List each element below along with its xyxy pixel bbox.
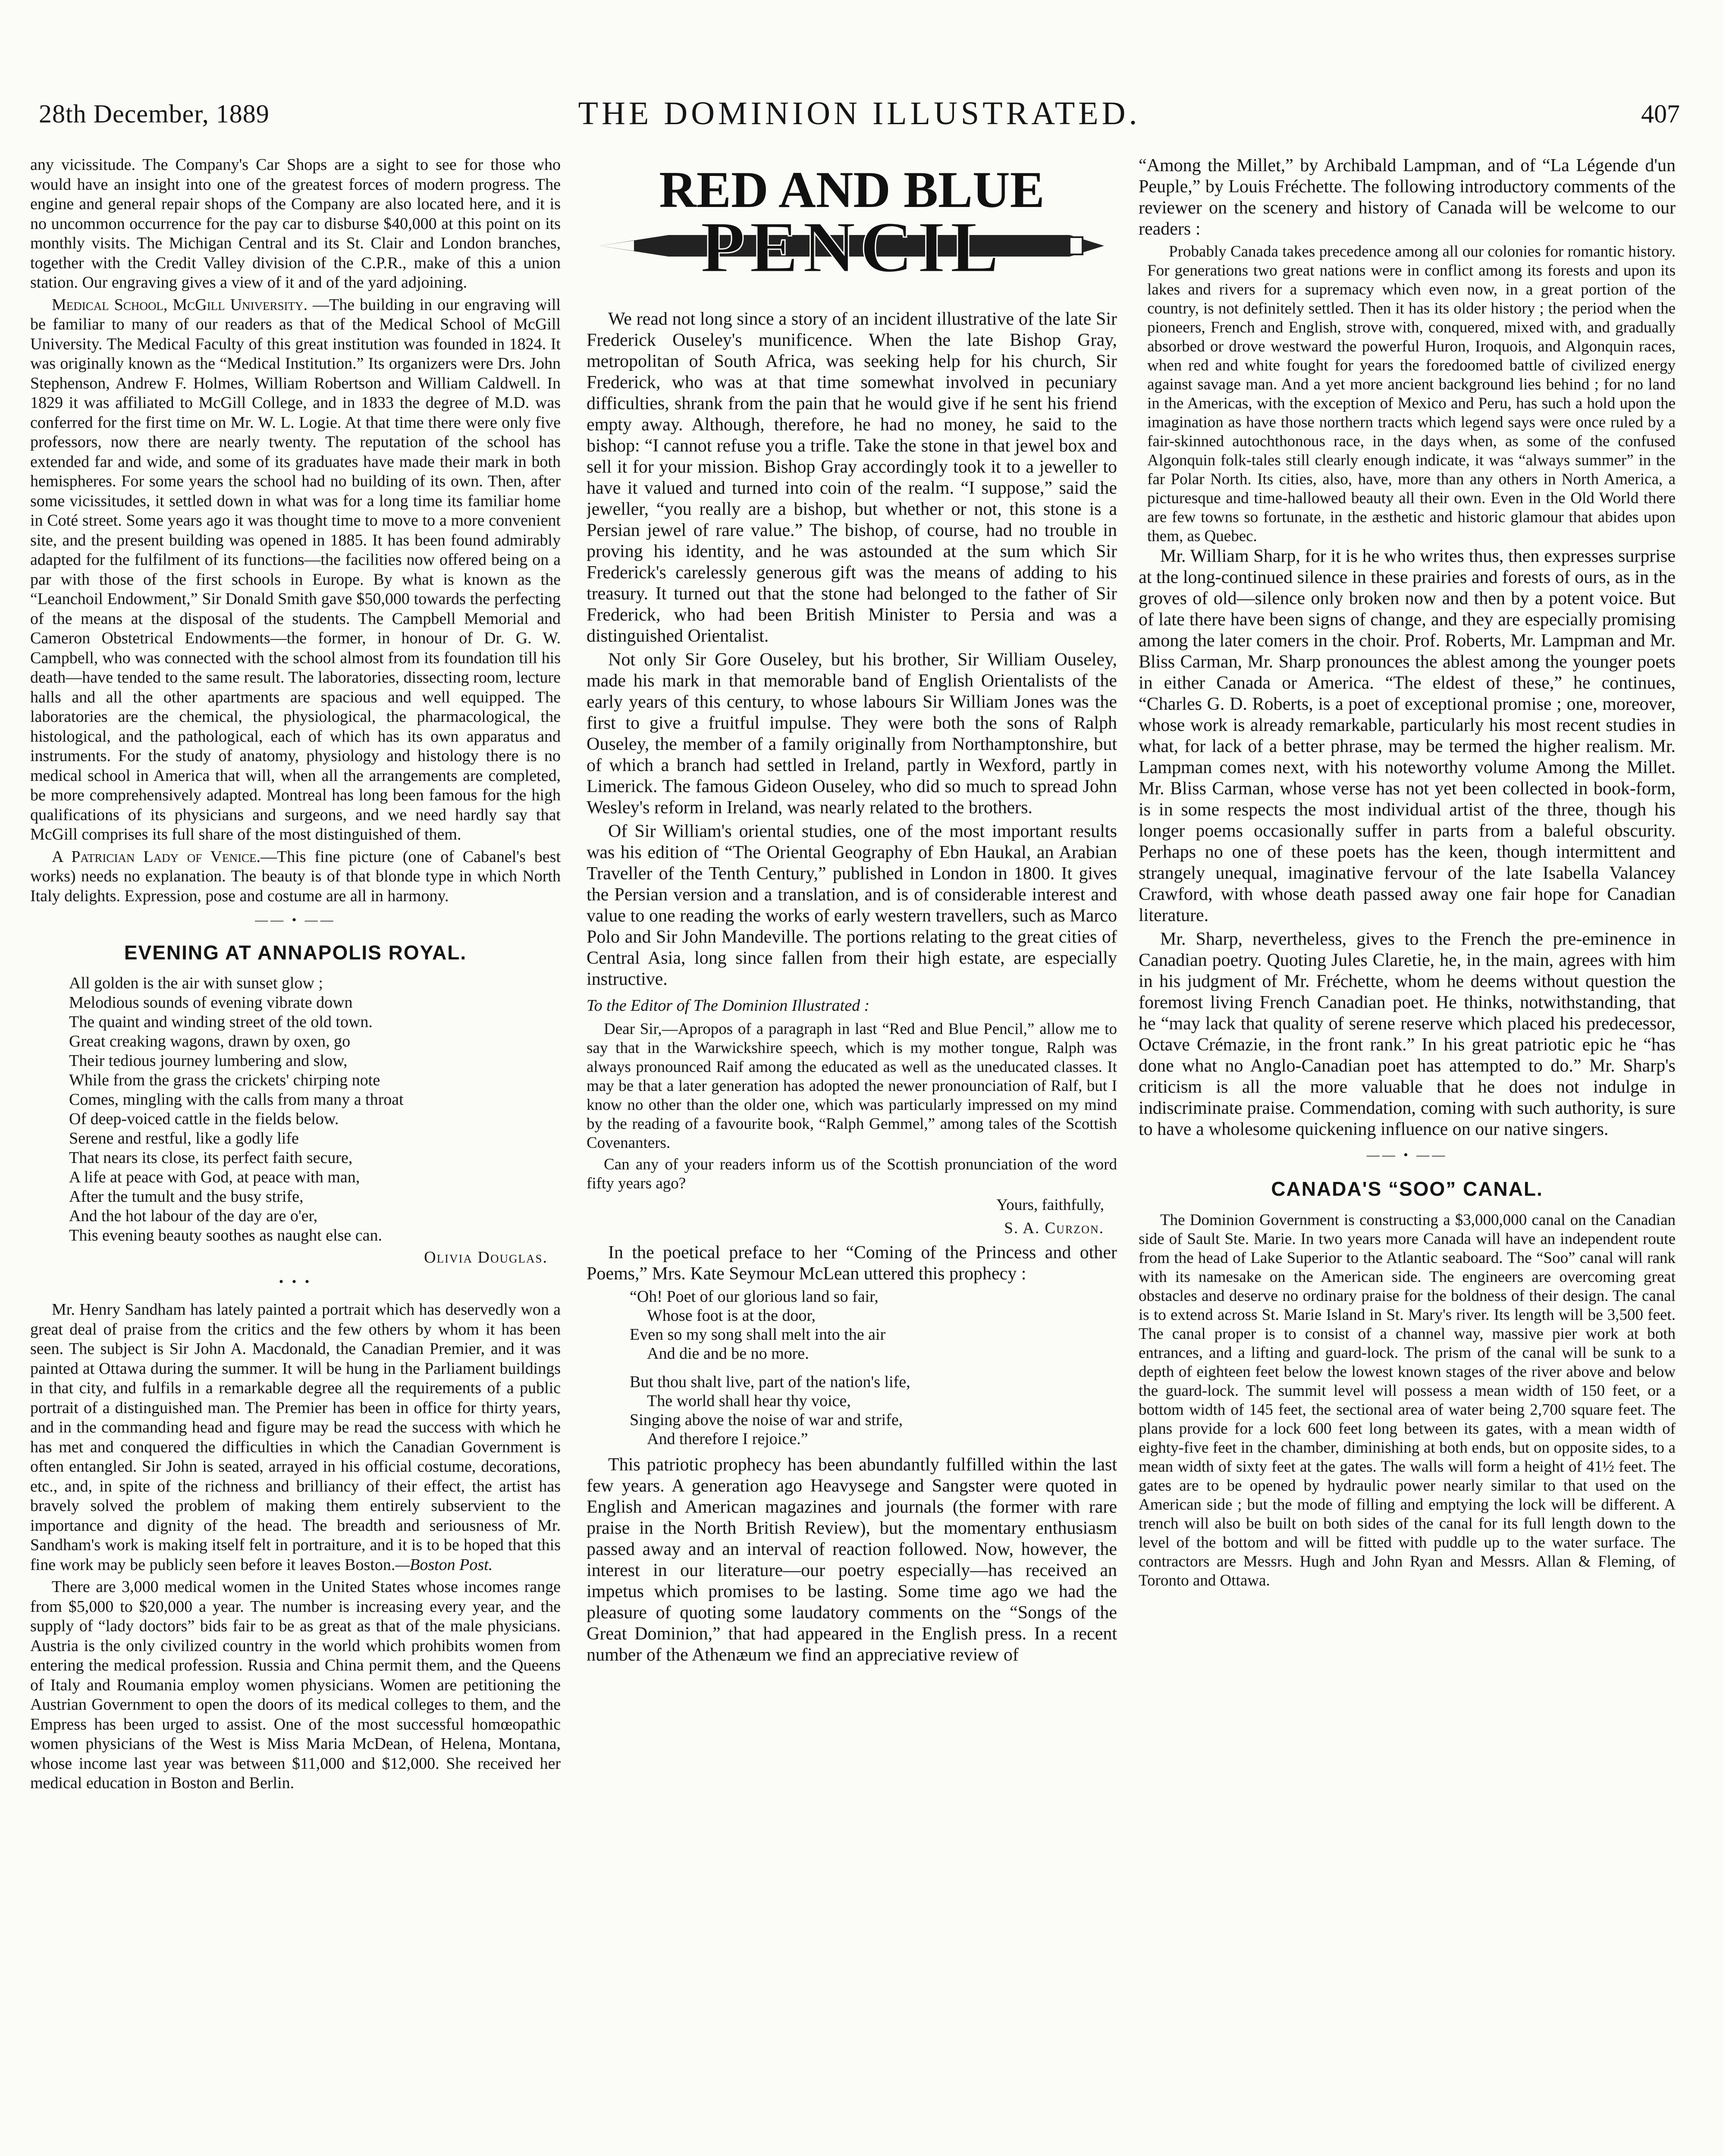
poem <box>69 974 561 1245</box>
masthead-title: THE DOMINION ILLUSTRATED. <box>578 95 1141 132</box>
section-title: CANADA'S “SOO” CANAL. <box>1271 1178 1543 1200</box>
letter-paragraph: Dear Sir,—Apropos of a paragraph in last “Red and Blue Pencil,” allow me to say that in the Warwickshire speech, which is my mother tongue, Ralph was always pronounced Raif among the educated as well as the uneducated classes. It may be that a later generation has adopted the newer pronounciation of Ralf, but I know no other than the older one, which was particularly impressed on my mind by the reading of a favourite book, “Ralph Gemmel,” among tales of the Scottish Covenanters. <box>587 1020 1117 1152</box>
paragraph-text: Mr. Henry Sandham has lately painted a portrait which has deservedly won a great deal of praise from the critics and the few others by whom it has been seen. The subject is Sir John A. Macdonald, the Canadian Premier, and it was painted at Ottawa during the summer. It will be hung in the Parliament buildings in that city, and fulfils in a remarkable degree all the requirements of a public portrait of a distinguished man. The Premier has been in office for thirty years, and in the commanding head and figure may be read the success with which he has met and conquered the difficulties in which the Canadian Government is often entangled. Sir John is seated, arrayed in his official costume, decorations, etc., and, in spite of the richness and brilliancy of their effect, the artist has bravely solved the problem of making them entirely subservient to the importance and dignity of the head. The breadth and seriousness of Mr. Sandham's work is making itself felt in portraiture, and it is to be hoped that this fine work may be publicly seen before it leaves Boston. <box>30 1300 561 1574</box>
letter-paragraph: Can any of your readers inform us of the Scottish pronunciation of the word fifty years ago? <box>587 1156 1117 1192</box>
article-paragraph <box>30 847 561 906</box>
logo-text-top: RED AND BLUE <box>659 161 1045 218</box>
article-paragraph: In the poetical preface to her “Coming of the Princess and other Poems,” Mrs. Kate Seymour McLean uttered this prophecy : <box>587 1243 1117 1284</box>
ornament-divider: —— • —— <box>1366 1148 1448 1162</box>
poem-line: And the hot labour of the day are o'er, <box>69 1207 318 1225</box>
page-number: 407 <box>1641 100 1680 128</box>
paragraph-text: —The building in our engraving will be familiar to many of our readers as that of the Medical School of McGill University. The Medical Faculty of this great institution was founded in 1824. It was originally known as the “Medical Institution.” Its organizers were Drs. John Stephenson, Andrew F. Holmes, William Robertson and William Caldwell. In 1829 it was affiliated to McGill College, and in 1833 the degree of M.D. was conferred for the first time on Mr. W. L. Logie. At that time there were only five professors, now there are nearly twenty. The reputation of the school has extended far and wide, and some of its graduates have made their mark in both hemispheres. For some years the school had no building of its own. Then, after some vicissitudes, it settled down in what was for a long time its familiar home in Coté street. Some years ago it was thought time to move to a more convenient site, and the present building was opened in 1885. It has been found admirably adapted for the fulfilment of its functions—the facilities now offered being on a par with those of the first schools in Europe. By what is known as the “Leanchoil Endowment,” Sir Donald Smith gave $50,000 towards the perfecting of the means at the disposal of the students. The Campbell Memorial and Cameron Obstetrical Endowments—the former, in honour of Dr. G. W. Campbell, who was connected with the school almost from its foundation till his death—have tended to the same result. The laboratories, dissecting room, lecture halls and all the other apartments are spacious and well equipped. The laboratories are the chemical, the physiological, the pharmacological, the histological, and the pathological, each of which has its own apparatus and instruments. For the study of anatomy, physiology and histology there is no medical school in America that will, when all the arrangements are completed, be more comprehensively adapted. Montreal has long been famous for the high qualifications of its physicians and surgeons, and we need hardly say that McGill comprises its full share of the most distinguished of them. <box>30 295 561 843</box>
poem-line: Singing above the noise of war and strife, <box>630 1411 903 1429</box>
article-paragraph: Mr. Sharp, nevertheless, gives to the French the pre-eminence in Canadian poetry. Quoting Jules Claretie, he, in the main, agrees with him in his judgment of Mr. Fréchette, whom he deems without question the foremost living French Canadian poet. He thinks, notwithstanding, that he “may lack that quality of serene reserve which placed his predecessor, Octave Crémazie, in the front rank.” In his great patriotic epic he “has done what no Anglo-Canadian poet has attempted to do.” Mr. Sharp's criticism is all the more valuable that he does not indulge in indiscriminate praise. Commendation, coming with such authority, is sure to have a wholesome quickening influence on our native singers. <box>1139 929 1676 1139</box>
poem-line: The world shall hear thy voice, <box>647 1392 851 1410</box>
letter-heading: To the Editor of The Dominion Illustrated : <box>587 997 870 1015</box>
ornament-divider: —— • —— <box>255 913 336 927</box>
red-and-blue-pencil-logo <box>587 155 1117 298</box>
column-left <box>30 155 561 2156</box>
article-paragraph <box>30 295 561 845</box>
article-paragraph: This patriotic prophecy has been abundantly fulfilled within the last few years. A generation ago Heavysege and Sangster were quoted in English and American magazines and journals (the former with rare praise in the North British Review), but the momentary enthusiasm passed away and an interval of reaction followed. Now, however, the interest in our literature—our poetry especially—has received an impetus which promises to be lasting. Some time ago we had the pleasure of quoting some laudatory comments on the “Songs of the Great Dominion,” that had appeared in the English press. In a recent number of the Athenæum we find an appreciative review of <box>587 1455 1117 1665</box>
poem-line: Comes, mingling with the calls from many a throat <box>69 1091 404 1109</box>
logo-text-bottom: PENCIL <box>700 207 1004 288</box>
author-name: Olivia Douglas. <box>424 1248 548 1266</box>
letter-signature <box>587 1219 1104 1238</box>
letter-closing: Yours, faithfully, <box>996 1196 1104 1214</box>
article-paragraph: Mr. William Sharp, for it is he who writes thus, then expresses surprise at the long-continued silence in these prairies and forests of ours, as in the groves of old—silence only broken now and then by a potent voice. But of late there have been signs of change, and they are especially promising among the later comers in the choir. Prof. Roberts, Mr. Lampman and Mr. Bliss Carman, Mr. Sharp pronounces the ablest among the younger poets in either Canada or America. “The eldest of these,” he continues, “Charles G. D. Roberts, is a poet of exceptional promise ; one, moreover, whose work is already remarkable, particularly his most recent studies in what, for lack of a better phrase, may be termed the higher realism. Mr. Lampman comes next, with his noteworthy volume Among the Millet. Mr. Bliss Carman, whose verse has not yet been collected in book-form, is in some respects the most individual artist of the three, though his longer poems occasionally suffer in parts from a baleful obscurity. Perhaps no one of these poets has the keen, though intermittent and strangely unequal, imaginative fervour of the late Isabella Valancey Crawford, with whose death passed away one fair hope for Canadian literature. <box>1139 546 1676 925</box>
article-paragraph: “Among the Millet,” by Archibald Lampman, and of “La Légende d'un Peuple,” by Louis Fréchette. The following introductory comments of the reviewer on the scenery and history of Canada will be welcome to our readers : <box>1139 156 1676 239</box>
ornament-divider: • • • <box>279 1274 312 1289</box>
issue-date: 28th December, 1889 <box>39 100 270 128</box>
poem-line: All golden is the air with sunset glow ; <box>69 974 323 992</box>
stanza-break <box>630 1363 1117 1373</box>
column-middle <box>587 155 1117 2156</box>
poem-title: EVENING AT ANNAPOLIS ROYAL. <box>124 941 467 964</box>
poem-line: While from the grass the crickets' chirping note <box>69 1071 380 1089</box>
article-paragraph: The Dominion Government is constructing a $3,000,000 canal on the Canadian side of Sault Ste. Marie. In two years more Canada will have an independent route from the head of Lake Superior to the Atlantic seaboard. The “Soo” canal will rank with its namesake on the American side. The engineers are overcoming great obstacles and deserve no ordinary praise for the boldness of their design. The canal is to extend across St. Marie Island in St. Mary's river. Its length will be 3,500 feet. The canal proper is to consist of a channel way, massive pier work at both entrances, and a lifting and guard-lock. The prism of the canal will be sunk to a depth of eighteen feet below the lowest known stages of the river above and below the guard-lock. The summit level will possess a mean width of 150 feet, or a bottom width of 145 feet, the sectional area of water being 2,700 square feet. The plans provide for a lock 600 feet long between its gates, with a mean width of eighty-five feet in the chamber, diminishing at both ends, but on opposite sides, to a mean width of sixty feet at the gates. The walls will form a height of 41½ feet. The gates are to be opened by hydraulic power nearly similar to that used on the American side ; but the mode of filling and emptying the lock will be different. A trench will also be built on both sides of the canal for its full length down to the level of the bottom and will be fitted with puddle up to the water surface. The contractors are Messrs. Hugh and John Ryan and Messrs. Allan & Fleming, of Toronto and Ottawa. <box>1139 1211 1676 1589</box>
poem-line: Their tedious journey lumbering and slow, <box>69 1052 348 1070</box>
letter-to-editor <box>587 1020 1117 1238</box>
poem-author <box>30 1248 548 1268</box>
poem-line: Of deep-voiced cattle in the fields below. <box>69 1110 339 1128</box>
paragraph-heading: Medical School, McGill University. <box>52 295 308 314</box>
poem-line: Melodious sounds of evening vibrate down <box>69 993 353 1012</box>
column-right <box>1139 155 1676 2156</box>
poem-line: And therefore I rejoice.” <box>647 1430 808 1448</box>
signature-name: S. A. Curzon. <box>1004 1219 1104 1237</box>
quoted-review: Probably Canada takes precedence among all our colonies for romantic history. For generations two great nations were in conflict among its forests and upon its lakes and rivers for a supremacy which even now, in a great portion of the country, is not definitely settled. Then it has its older history ; the period when the pioneers, French and English, strove with, conquered, mixed with, and gradually absorbed or drove westward the powerful Huron, Iroquois, and Algonquin races, when red and white fought for years the foredoomed battle of civilized energy against savage man. And a yet more ancient background lies behind ; for no land in the Americas, with the exception of Mexico and Peru, has such a hold upon the imagination as have those northern tracts which legend says were once ruled by a fair-skinned autochthonous race, in the days when, as some of the confused Algonquin folk-tales still clearly enough indicate, it was “always summer” in the far Polar North. Its cities, also, have, more than any others in North America, a picturesque and time-hallowed beauty all their own. Even in the Old World there are few towns so fortunate, in the æsthetic and historic glamour that abides upon them, as Quebec. <box>1147 243 1676 545</box>
article-paragraph: Not only Sir Gore Ouseley, but his brother, Sir William Ouseley, made his mark in that memorable band of English Orientalists of the early years of this century, to whose labours Sir William Jones was the first to give a fruitful impulse. They were both the sons of Ralph Ouseley, the member of a family originally from Northamptonshire, but of which a branch had settled in Ireland, partly in Wexford, partly in Limerick. The famous Gideon Ouseley, who did so much to spread John Wesley's reform in Ireland, was nearly related to the brothers. <box>587 650 1117 818</box>
paragraph-heading: A Patrician Lady of Venice. <box>52 847 260 866</box>
poem-line: And die and be no more. <box>647 1344 809 1363</box>
poem-line: That nears its close, its perfect faith secure, <box>69 1149 353 1167</box>
poem-line: Even so my song shall melt into the air <box>630 1326 886 1344</box>
poem-line: “Oh! Poet of our glorious land so fair, <box>630 1288 879 1306</box>
poem-line: The quaint and winding street of the old town. <box>69 1013 373 1031</box>
poem-line: Serene and restful, like a godly life <box>69 1129 299 1147</box>
prophecy-poem <box>630 1287 1117 1448</box>
poem-line: Whose foot is at the door, <box>647 1307 816 1325</box>
article-paragraph <box>30 1300 561 1575</box>
poem-line: This evening beauty soothes as naught else can. <box>69 1226 383 1244</box>
paragraph-text: —This fine picture (one of Cabanel's best works) needs no explanation. The beauty is of that blonde type in which North Italy delights. Expression, pose and costume are all in harmony. <box>30 847 561 905</box>
poem-line: Great creaking wagons, drawn by oxen, go <box>69 1032 351 1050</box>
article-paragraph: Of Sir William's oriental studies, one of the most important results was his edition of “The Oriental Geography of Ebn Haukal, an Arabian Traveller of the Tenth Century,” published in London in 1800. It gives the Persian version and a translation, and is of considerable interest and value to one reading the works of early western travellers, such as Marco Polo and Sir John Mandeville. The portions relating to the great cities of Central Asia, long since fallen from their high estate, are especially instructive. <box>587 821 1117 989</box>
page-header <box>39 95 1680 147</box>
source-credit: —Boston Post. <box>395 1555 493 1574</box>
article-paragraph: any vicissitude. The Company's Car Shops are a sight to see for those who would have an insight into one of the greatest forces of modern progress. The engine and general repair shops of the Company are also located here, and it is no uncommon occurrence for the pay car to disburse $40,000 at this point on its monthly visits. The Michigan Central and its St. Clair and London branches, together with the Credit Valley division of the C.P.R., make of this a union station. Our engraving gives a view of it and of the yard adjoining. <box>30 156 561 291</box>
poem-line: After the tumult and the busy strife, <box>69 1188 304 1206</box>
poem-line: But thou shalt live, part of the nation's life, <box>630 1373 910 1391</box>
poem-line: A life at peace with God, at peace with man, <box>69 1168 360 1186</box>
article-paragraph: There are 3,000 medical women in the United States whose incomes range from $5,000 to $20,000 a year. The number is increasing every year, and the supply of “lady doctors” bids fair to be as great as that of the male physicians. Austria is the only civilized country in the world which prohibits women from entering the medical profession. Russia and China permit them, and the Queens of Italy and Roumania employ women physicians. Women are petitioning the Austrian Government to open the doors of its medical colleges to them, and the Empress has been urged to assist. One of the most successful homœopathic women physicians of the West is Miss Maria McDean, of Helena, Montana, whose income last year was between $11,000 and $12,000. She received her medical education in Boston and Berlin. <box>30 1578 561 1792</box>
pencil-logo-icon <box>587 155 1117 298</box>
article-paragraph: We read not long since a story of an incident illustrative of the late Sir Frederick Ouseley's munificence. When the late Bishop Gray, metropolitan of South Africa, was seeking help for his church, Sir Frederick, who was at that time somewhat involved in pecuniary difficulties, shrank from the pain that he would give if he sent his friend empty away. Although, therefore, he had no money, he said to the bishop: “I cannot refuse you a trifle. Take the stone in that jewel box and sell it for your mission. Bishop Gray accordingly took it to a jeweller to have it valued and turned into coin of the realm. “I suppose,” said the jeweller, “you really are a bishop, but whether or not, this stone is a Persian jewel of rare value.” The bishop, of course, had no trouble in proving his identity, and he was astounded at the sum which Sir Frederick's carelessly generous gift was the means of adding to his treasury. It turned out that the stone had belonged to the father of Sir Frederick, who had been British Minister to Persia and was a distinguished Orientalist. <box>587 309 1117 646</box>
